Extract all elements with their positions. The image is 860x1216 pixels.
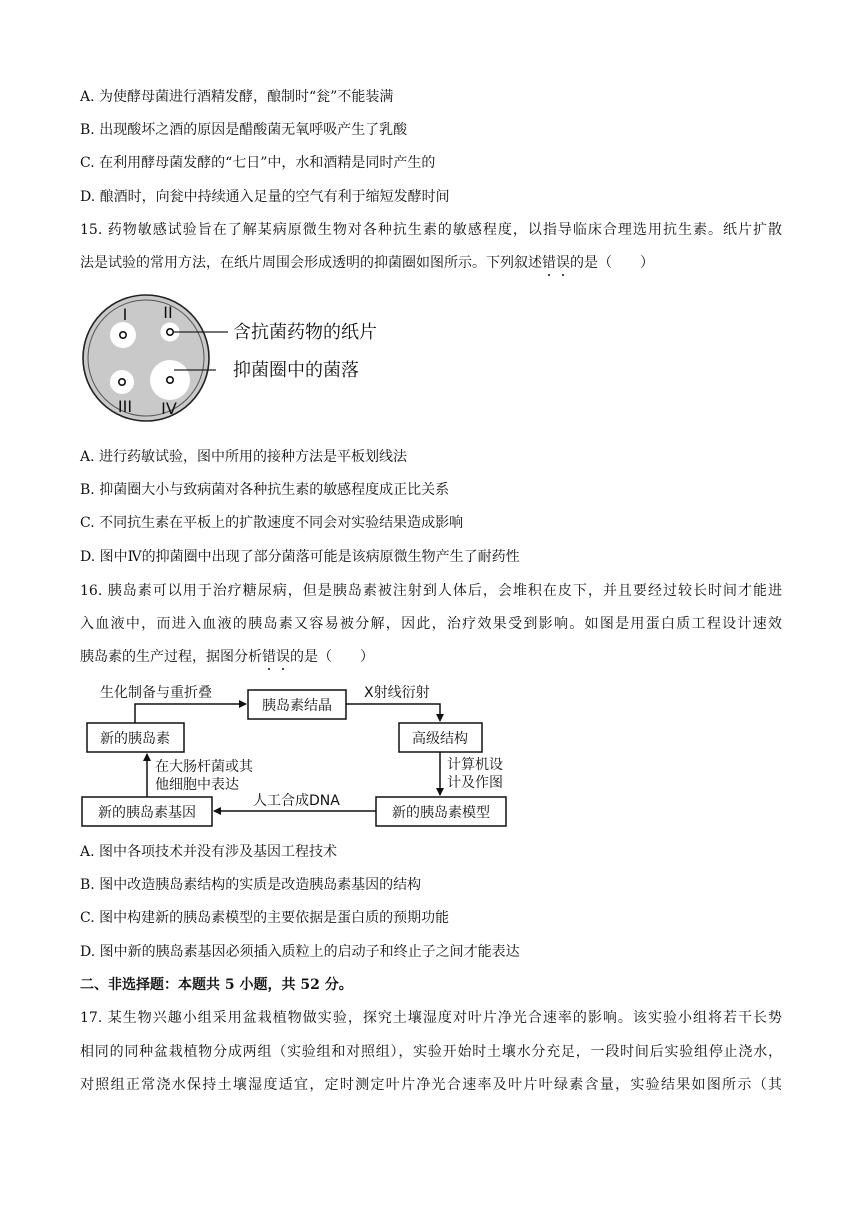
q16-option-b: B. 图中改造胰岛素结构的实质是改造胰岛素基因的结构 xyxy=(80,877,422,893)
q15-option-d: D. 图中Ⅳ的抑菌圈中出现了部分菌落可能是该病原微生物产生了耐药性 xyxy=(80,549,520,565)
q15-option-b: B. 抑菌圈大小与致病菌对各种抗生素的敏感程度成正比关系 xyxy=(80,482,450,498)
q17-stem-line1: 17. 某生物兴趣小组采用盆栽植物做实验，探究土壤湿度对叶片净光合速率的影响。该实验小组将若干长势 xyxy=(80,1010,782,1026)
emphasis-char: 误 xyxy=(276,649,290,665)
box-higher-structure: 高级结构 xyxy=(412,731,468,747)
q14-option-c: C. 在利用酵母菌发酵的“七日”中，水和酒精是同时产生的 xyxy=(80,155,436,171)
arrow-label-computer-1: 计算机设 xyxy=(447,757,503,773)
callout-disc-label: 含抗菌药物的纸片 xyxy=(233,322,377,343)
dish-label-4: IV xyxy=(161,399,177,418)
arrow-label-express-2: 他细胞中表达 xyxy=(155,777,239,793)
q16-option-c: C. 图中构建新的胰岛素模型的主要依据是蛋白质的预期功能 xyxy=(80,910,450,926)
q14-option-a: A. 为使酵母菌进行酒精发酵，酿制时“瓮”不能装满 xyxy=(80,89,394,105)
emphasis-char: 误 xyxy=(556,255,570,271)
arrow-label-dna: 人工合成DNA xyxy=(253,793,340,809)
callout-colony-label: 抑菌圈中的菌落 xyxy=(233,360,359,381)
q15-option-c: C. 不同抗生素在平板上的扩散速度不同会对实验结果造成影响 xyxy=(80,515,464,531)
petri-dish-figure xyxy=(76,292,406,424)
box-insulin-crystal: 胰岛素结晶 xyxy=(262,698,332,714)
q15-stem-line2: 法是试验的常用方法，在纸片周围会形成透明的抑菌圈如图所示。下列叙述错误的是（ ） xyxy=(80,255,654,271)
q16-stem-line2: 入血液中，而进入血液的胰岛素又容易被分解，因此，治疗效果受到影响。如图是用蛋白质工程设计速效 xyxy=(80,616,782,632)
q16-stem-line3: 胰岛素的生产过程，据图分析错误的是（ ） xyxy=(80,649,374,665)
q16-stem-line1: 16. 胰岛素可以用于治疗糖尿病，但是胰岛素被注射到人体后，会堆积在皮下，并且要经过较长时间才能进 xyxy=(80,583,782,599)
dish-label-2: II xyxy=(163,303,173,322)
arrow-label-refold: 生化制备与重折叠 xyxy=(100,685,212,701)
section-heading: 二、非选择题：本题共 5 小题，共 52 分。 xyxy=(80,977,353,993)
arrow-label-express-1: 在大肠杆菌或其 xyxy=(155,759,253,775)
box-new-insulin-gene: 新的胰岛素基因 xyxy=(98,805,196,821)
q15-stem-line1: 15. 药物敏感试验旨在了解某病原微生物对各种抗生素的敏感程度，以指导临床合理选用抗生素。纸片扩散 xyxy=(80,222,782,238)
arrow-label-computer-2: 计及作图 xyxy=(447,775,503,791)
insulin-flow-diagram xyxy=(78,680,518,832)
dish-label-1: I xyxy=(122,305,128,324)
q16-option-d: D. 图中新的胰岛素基因必须插入质粒上的启动子和终止子之间才能表达 xyxy=(80,944,520,960)
arrow-label-xray: X射线衍射 xyxy=(364,685,430,701)
q17-stem-line2: 相同的同种盆栽植物分成两组（实验组和对照组），实验开始时土壤水分充足，一段时间后实验组停止浇水， xyxy=(80,1044,782,1060)
box-new-insulin-model: 新的胰岛素模型 xyxy=(392,805,490,821)
emphasis-char: 错 xyxy=(542,255,556,271)
q14-option-b: B. 出现酸坏之酒的原因是醋酸菌无氧呼吸产生了乳酸 xyxy=(80,122,408,138)
q16-option-a: A. 图中各项技术并没有涉及基因工程技术 xyxy=(80,844,338,860)
emphasis-char: 错 xyxy=(262,649,276,665)
box-new-insulin: 新的胰岛素 xyxy=(100,731,170,747)
dish-label-3: III xyxy=(117,397,133,416)
q17-stem-line3: 对照组正常浇水保持土壤湿度适宜，定时测定叶片净光合速率及叶片叶绿素含量，实验结果如图所示（其 xyxy=(80,1077,782,1093)
q15-option-a: A. 进行药敏试验，图中所用的接种方法是平板划线法 xyxy=(80,449,408,465)
q14-option-d: D. 酿酒时，向瓮中持续通入足量的空气有利于缩短发酵时间 xyxy=(80,189,450,205)
